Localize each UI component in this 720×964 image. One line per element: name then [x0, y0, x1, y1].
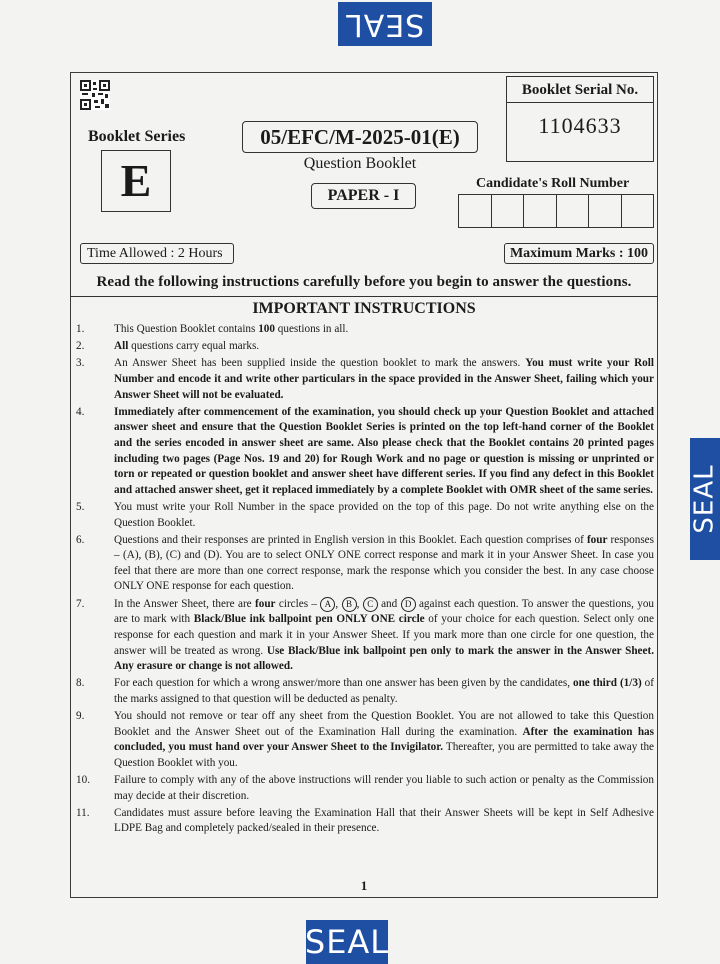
instruction-number: 7. [76, 597, 85, 610]
instruction-number: 8. [76, 677, 85, 690]
maximum-marks: Maximum Marks : 100 [504, 243, 654, 264]
instruction-item [76, 773, 654, 804]
roll-number-cell[interactable] [622, 195, 654, 227]
roll-number-cell[interactable] [492, 195, 525, 227]
booklet-series-label: Booklet Series [88, 128, 186, 145]
booklet-serial-label: Booklet Serial No. [507, 77, 653, 103]
instruction-item [76, 597, 654, 675]
instruction-text: This Question Booklet contains 100 questions in all. [114, 323, 349, 335]
paper-label: PAPER - I [311, 183, 416, 209]
instructions-title: IMPORTANT INSTRUCTIONS [252, 300, 476, 317]
page-number: 1 [360, 878, 368, 893]
qr-code-icon [80, 80, 110, 110]
instruction-item [76, 709, 654, 771]
instruction-number: 3. [76, 357, 85, 370]
roll-number-cell[interactable] [524, 195, 557, 227]
booklet-series-value: E [101, 150, 171, 212]
option-circle-icon: A [320, 597, 335, 612]
instruction-number: 9. [76, 710, 85, 723]
seal-sticker-top: SEAL [338, 2, 432, 46]
instruction-item [76, 500, 654, 531]
roll-number-grid[interactable] [458, 194, 654, 228]
exam-code: 05/EFC/M-2025-01(E) [242, 121, 478, 153]
instruction-item [76, 356, 654, 403]
instruction-text: Failure to comply with any of the above instructions will render you liable to such action or penalty as the Commission may decide at their discretion. [114, 774, 654, 802]
roll-number-label: Candidate's Roll Number [476, 176, 630, 191]
booklet-serial-value: 1104633 [538, 113, 622, 138]
instructions-list [76, 322, 654, 839]
roll-number-cell[interactable] [459, 195, 492, 227]
instruction-text: An Answer Sheet has been supplied inside the question booklet to mark the answers. You must write your Roll Number and encode it and write other particulars in the space provided in the Answer Sheet, failing which your Answer Sheet will not be evaluated. [114, 357, 654, 401]
option-circle-icon: C [363, 597, 378, 612]
option-circle-icon: B [342, 597, 357, 612]
instruction-number: 11. [76, 806, 90, 819]
divider [70, 296, 658, 297]
instruction-number: 5. [76, 500, 85, 513]
instruction-text: In the Answer Sheet, there are four circles – A , B , C and D against each question. To answer the questions, you are to mark with Black/Blue ink ballpoint pen ONLY ONE circle of your choice for each question. Select only one response for each question and mark it in your Answer Sheet. If you mark more than one circle for one question, the answer will be treated as wrong. Use Black/Blue ink ballpoint pen only to mark the answer in the Answer Sheet. Any erasure or change is not allowed. [114, 597, 655, 673]
instruction-text: All questions carry equal marks. [114, 340, 260, 353]
seal-sticker-right: SEAL [690, 438, 720, 560]
instruction-item [76, 676, 654, 707]
instruction-number: 2. [76, 340, 85, 353]
instruction-text: Immediately after commencement of the examination, you should check up your Question Booklet and attached answer sheet and ensure that the Question Booklet Series is printed on the top left-hand corner of the Booklet and the series encoded in answer sheet are same. Also please check that the Booklet contains 20 printed pages including two pages (Page Nos. 19 and 20) for Rough Work and no page or question is missing or unprinted or torn or repeated or question booklet and answer sheet have different series. If you find any defect in this Booklet and attached answer sheet, get it replaced immediately by a complete Booklet with OMR sheet of the same series. [114, 405, 654, 496]
instruction-text: Candidates must assure before leaving the Examination Hall that their Answer Sheets will be kept in Self Adhesive LDPE Bag and completely packed/sealed in their presence. [114, 806, 654, 835]
instruction-number: 6. [76, 533, 85, 546]
instruction-text: You must write your Roll Number in the space provided on the top of this page. Do not write anything else on the Question Booklet. [114, 500, 654, 529]
instruction-item [76, 322, 654, 338]
read-instructions-line: Read the following instructions carefully before you begin to answer the questions. [96, 274, 632, 290]
instruction-number: 1. [76, 323, 85, 335]
instruction-number: 10. [76, 774, 90, 787]
roll-number-cell[interactable] [557, 195, 590, 227]
instruction-item [76, 405, 654, 499]
question-booklet-label: Question Booklet [303, 155, 417, 172]
booklet-serial-box [506, 76, 654, 162]
instruction-item [76, 533, 654, 595]
time-allowed: Time Allowed : 2 Hours [80, 243, 234, 264]
option-circle-icon: D [401, 597, 416, 612]
instruction-text: For each question for which a wrong answer/more than one answer has been given by the candidates, one third (1/3) of the marks assigned to that question will be deducted as penalty. [114, 677, 654, 705]
instruction-number: 4. [76, 405, 85, 418]
instruction-text: Questions and their responses are printed in English version in this Booklet. Each question comprises of four responses – (A), (B), (C) and (D). You are to select ONLY ONE correct response and mark it in your Answer Sheet. In case you feel that there are more than one correct response, mark the response which you consider the best. In any case choose ONLY ONE response for each question. [114, 533, 655, 593]
roll-number-cell[interactable] [589, 195, 622, 227]
instruction-item [76, 339, 654, 355]
seal-sticker-bottom: SEAL [306, 920, 388, 964]
instruction-text: You should not remove or tear off any sheet from the Question Booklet. You are not allowed to take this Question Booklet and the Answer Sheet out of the Examination Hall during the examination. After the examination has concluded, you must hand over your Answer Sheet to the Invigilator. Thereafter, you are permitted to take away the Question Booklet with you. [114, 710, 654, 769]
instruction-item [76, 806, 654, 837]
